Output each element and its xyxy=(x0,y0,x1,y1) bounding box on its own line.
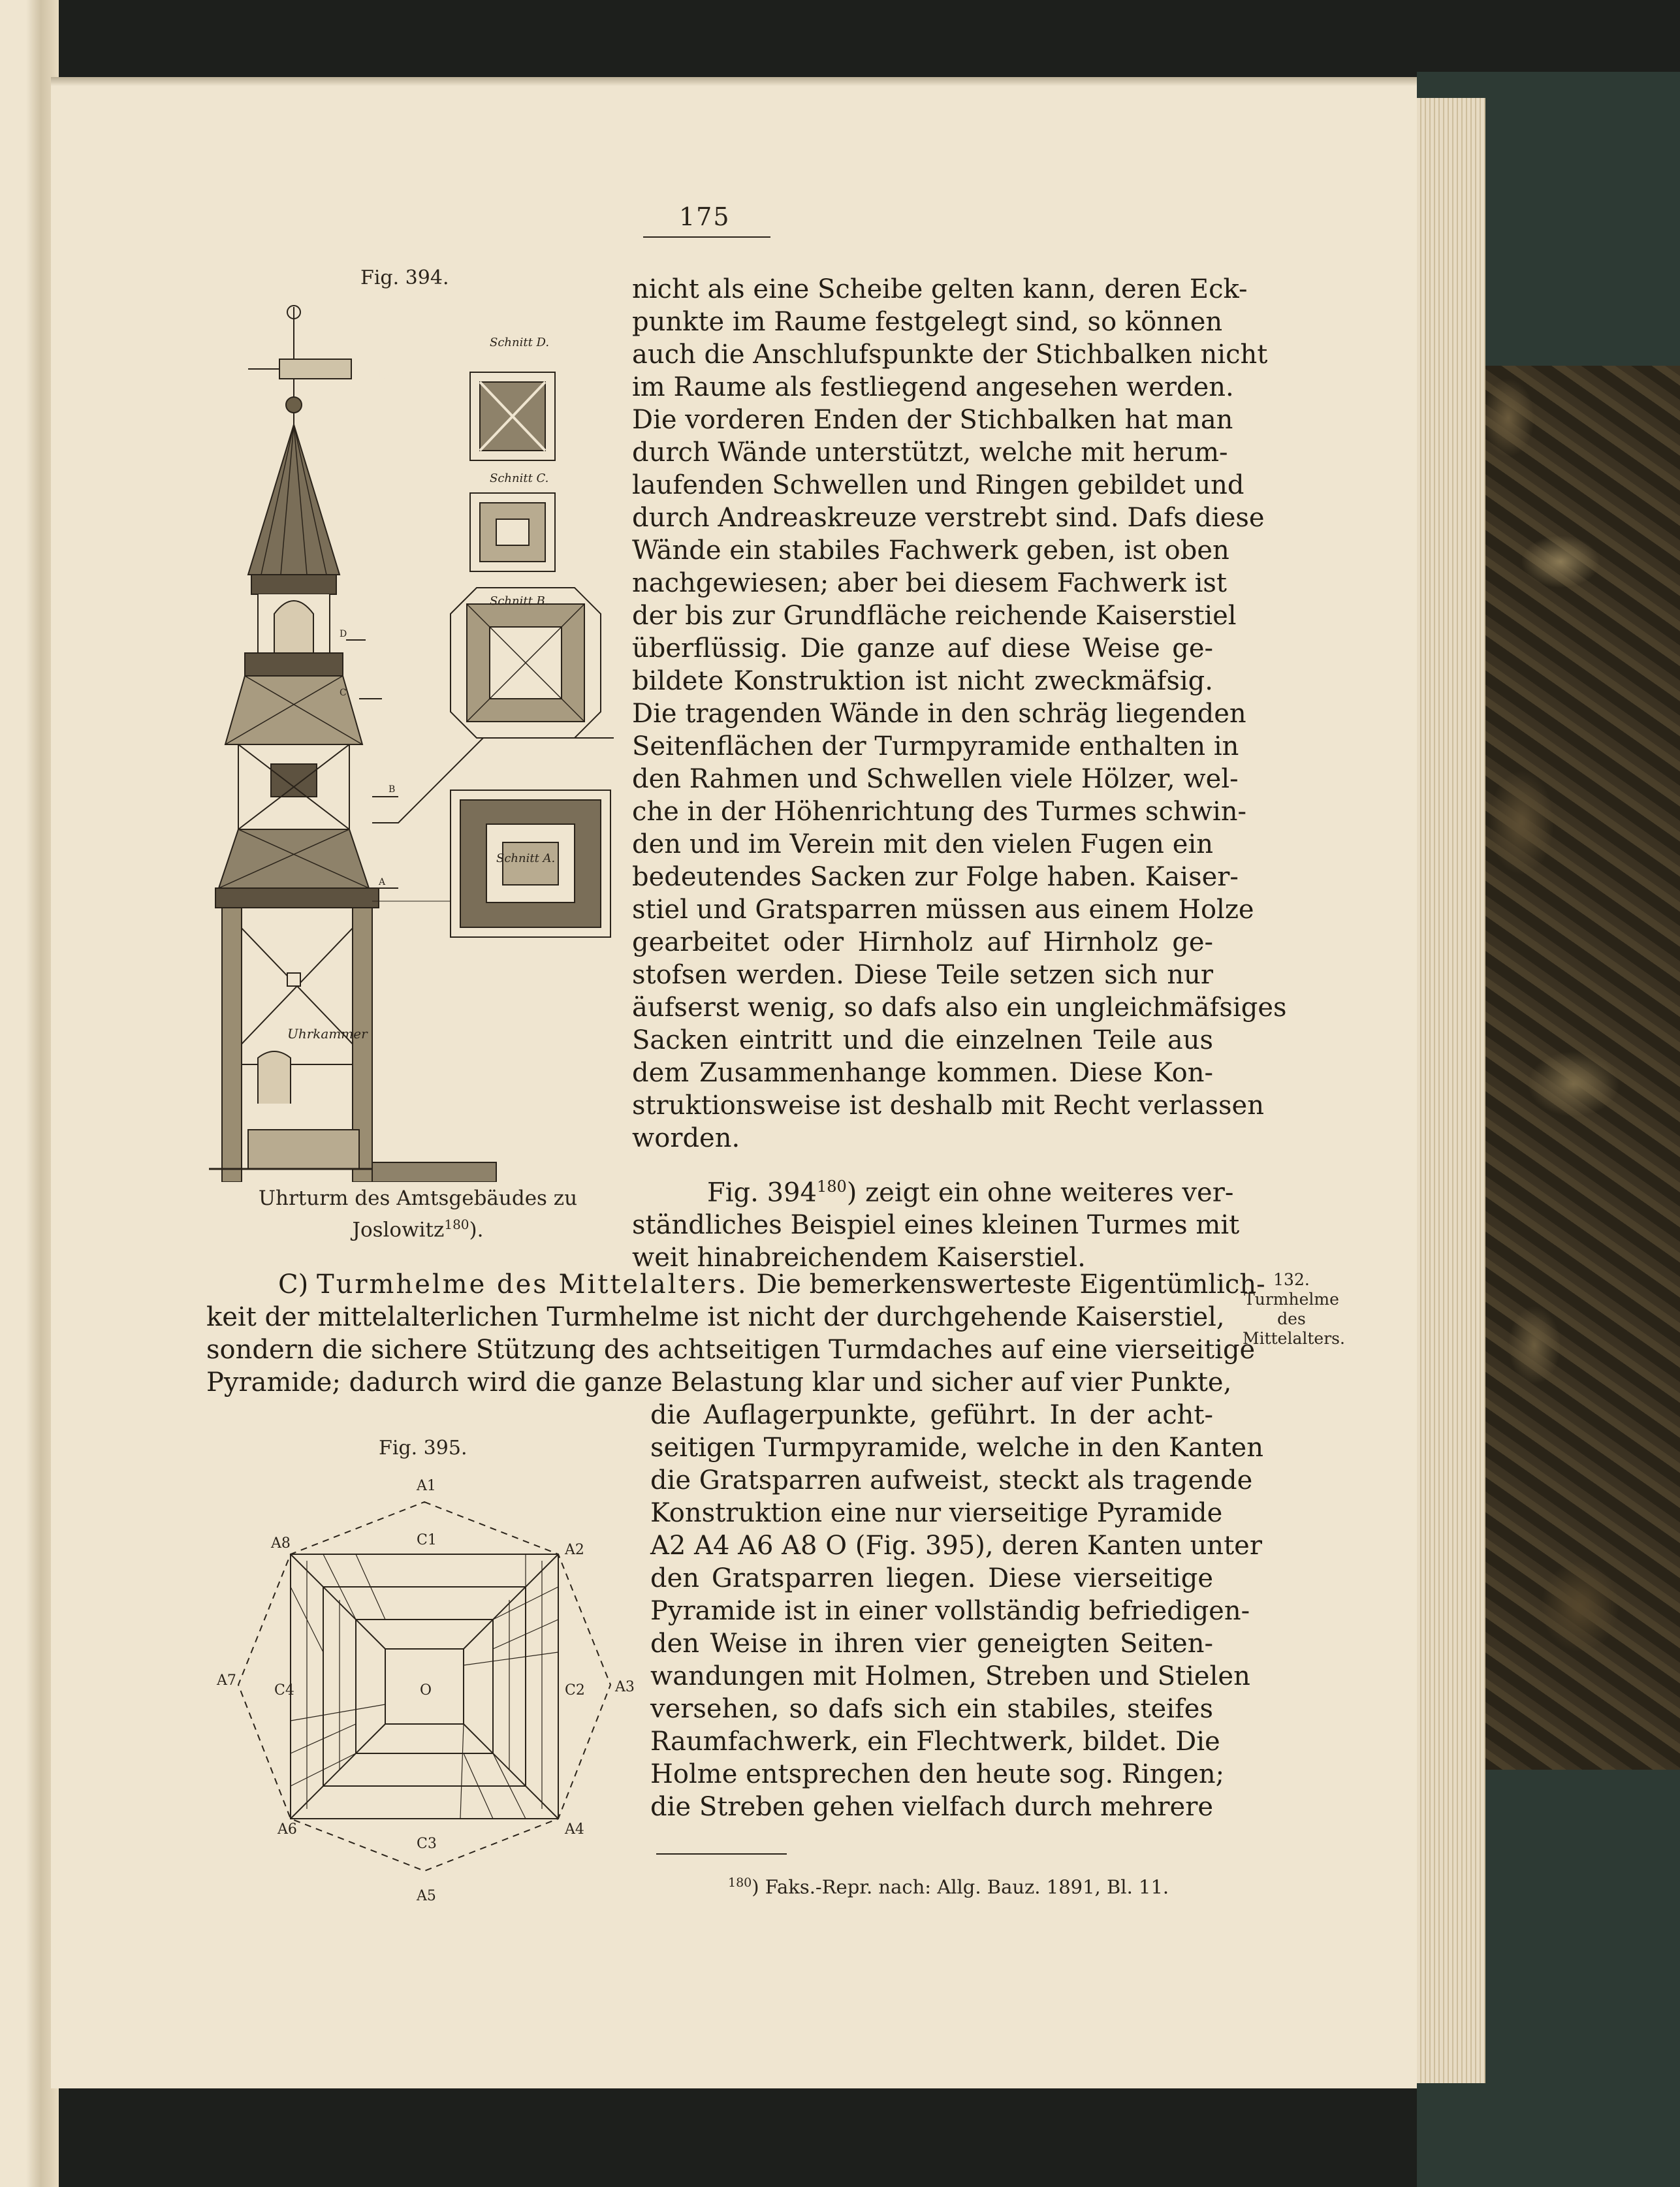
label-a5: A5 xyxy=(417,1888,436,1904)
page-number: 175 xyxy=(679,202,731,231)
label-c3: C3 xyxy=(417,1836,437,1852)
para2-line1 xyxy=(632,1170,1234,1209)
right-column-line: dem Zusammenhange kommen. Diese Kon- xyxy=(632,1058,1213,1088)
right-column-text-2 xyxy=(650,1399,1263,1823)
marbled-endpaper xyxy=(1482,366,1680,1770)
section-line1-rest: Die bemerkenswerteste Eigentümlich- xyxy=(756,1269,1265,1300)
right-column-2-line: den Gratsparren liegen. Diese vierseitige xyxy=(650,1563,1213,1593)
label-a2: A2 xyxy=(565,1542,584,1558)
section-heading: Turmhelme des Mittelalters. xyxy=(316,1269,748,1300)
para2-line2: ständliches Beispiel eines kleinen Turmes mit xyxy=(632,1210,1240,1241)
fig394-caption-sup: 180 xyxy=(444,1217,469,1232)
fig394-caption-line1: Uhrturm des Amtsgebäudes zu xyxy=(258,1187,578,1210)
right-column-2-line: versehen, so dafs sich ein stabiles, steifes xyxy=(650,1694,1213,1724)
margin-line1: Turmhelme xyxy=(1244,1290,1339,1309)
right-column-line: stofsen werden. Diese Teile setzen sich nur xyxy=(632,960,1213,990)
right-column-line: überflüssig. Die ganze auf diese Weise ge- xyxy=(632,633,1213,663)
footnote-text: ) Faks.-Repr. nach: Allg. Bauz. 1891, Bl. 11. xyxy=(752,1876,1169,1898)
right-column-line: worden. xyxy=(632,1123,740,1153)
section-b-label: Schnitt B. xyxy=(490,594,549,608)
right-column-line: Seitenflächen der Turmpyramide enthalten in xyxy=(632,731,1239,761)
label-a8: A8 xyxy=(271,1535,291,1552)
label-c4: C4 xyxy=(274,1682,294,1699)
right-column-line: struktionsweise ist deshalb mit Recht verlassen xyxy=(632,1091,1264,1121)
right-column-line: punkte im Raume festgelegt sind, so können xyxy=(632,307,1223,337)
right-column-2-line: Konstruktion eine nur vierseitige Pyramide xyxy=(650,1498,1223,1528)
label-c2: C2 xyxy=(565,1682,585,1699)
fig395-label: Fig. 395. xyxy=(379,1437,468,1460)
label-center: O xyxy=(420,1682,432,1699)
label-a3: A3 xyxy=(615,1679,635,1695)
weather-vane xyxy=(279,359,351,379)
right-column-line: bedeutendes Sacken zur Folge haben. Kaiser- xyxy=(632,862,1239,892)
right-column-line: Sacken eintritt und die einzelnen Teile aus xyxy=(632,1025,1213,1055)
vane-year: 1885 xyxy=(375,366,416,383)
spire xyxy=(248,424,340,575)
margin-line3: Mittelalters. xyxy=(1243,1329,1345,1348)
right-column-line: Die vorderen Enden der Stichbalken hat man xyxy=(632,405,1233,435)
right-column-2-line: Holme entsprechen den heute sog. Ringen; xyxy=(650,1759,1225,1789)
right-column-2-line: seitigen Turmpyramide, welche in den Kanten xyxy=(650,1433,1263,1463)
section-paragraph xyxy=(206,1268,1265,1399)
para2-fig-ref: Fig. 394 xyxy=(707,1177,817,1208)
right-column-2-line: die Streben gehen vielfach durch mehrere xyxy=(650,1792,1213,1822)
fig394-caption xyxy=(235,1185,601,1243)
right-column-line: den Rahmen und Schwellen viele Hölzer, wel- xyxy=(632,764,1239,794)
right-column-line: stiel und Gratsparren müssen aus einem Holze xyxy=(632,895,1254,925)
margin-note xyxy=(1243,1270,1345,1349)
mark-d: D xyxy=(340,629,347,639)
section-c-label: Schnitt C. xyxy=(490,471,549,485)
right-column-line: nicht als eine Scheibe gelten kann, deren Eck- xyxy=(632,274,1248,304)
margin-number: 132. xyxy=(1273,1270,1310,1289)
fig394-label: Fig. 394. xyxy=(360,266,449,289)
right-column-2-line: die Gratsparren aufweist, steckt als tragende xyxy=(650,1465,1253,1495)
mark-b: B xyxy=(388,784,396,795)
right-column-line: den und im Verein mit den vielen Fugen ein xyxy=(632,829,1213,859)
para2-line3: weit hinabreichendem Kaiserstiel. xyxy=(632,1243,1086,1273)
footnote xyxy=(728,1876,1169,1898)
fig394-caption-end: ). xyxy=(469,1218,484,1242)
paragraph-fig394 xyxy=(632,1170,1240,1274)
right-column-line: durch Wände unterstützt, welche mit herum- xyxy=(632,438,1228,468)
label-a1: A1 xyxy=(417,1478,436,1494)
label-a6: A6 xyxy=(277,1821,297,1838)
right-column-line: der bis zur Grundfläche reichende Kaiserstiel xyxy=(632,601,1237,631)
para2-line1-rest: ) zeigt ein ohne weiteres ver- xyxy=(846,1177,1234,1208)
section-a-label: Schnitt A. xyxy=(496,852,556,865)
para2-sup: 180 xyxy=(816,1177,847,1196)
right-column-2-line: wandungen mit Holmen, Streben und Stielen xyxy=(650,1661,1250,1691)
section-d-label: Schnitt D. xyxy=(490,336,550,349)
right-column-line: laufenden Schwellen und Ringen gebildet und xyxy=(632,470,1244,500)
uhrkammer-label: Uhrkammer xyxy=(287,1026,368,1042)
mark-c: C xyxy=(340,688,347,698)
right-column-line: Wände ein stabiles Fachwerk geben, ist oben xyxy=(632,535,1229,566)
mark-a: A xyxy=(379,877,386,887)
right-column-line: bildete Konstruktion ist nicht zweckmäfsig. xyxy=(632,666,1213,696)
right-column-2-line: die Auflagerpunkte, geführt. In der acht- xyxy=(650,1400,1213,1430)
right-column-2-line: Pyramide ist in einer vollständig befriedigen- xyxy=(650,1596,1250,1626)
margin-line2: des xyxy=(1277,1309,1306,1328)
section-line3: sondern die sichere Stützung des achtseitigen Turmdaches auf eine vierseitige xyxy=(206,1335,1256,1365)
section-letter: C) xyxy=(278,1269,309,1300)
footnote-rule xyxy=(656,1853,787,1855)
right-column-line: gearbeitet oder Hirnholz auf Hirnholz ge- xyxy=(632,927,1213,957)
right-column-2-line: den Weise in ihren vier geneigten Seiten- xyxy=(650,1629,1213,1659)
right-column-line: che in der Höhenrichtung des Turmes schwin- xyxy=(632,797,1247,827)
section-line4: Pyramide; dadurch wird die ganze Belastung klar und sicher auf vier Punkte, xyxy=(206,1367,1232,1397)
right-column-text xyxy=(632,273,1287,1155)
label-a4: A4 xyxy=(565,1821,584,1838)
right-column-line: Die tragenden Wände in den schräg liegenden xyxy=(632,699,1246,729)
section-line2: keit der mittelalterlichen Turmhelme ist nicht der durchgehende Kaiserstiel, xyxy=(206,1302,1225,1332)
right-column-2-line: Raumfachwerk, ein Flechtwerk, bildet. Die xyxy=(650,1727,1220,1757)
fig394-caption-place: Joslowitz xyxy=(352,1218,445,1242)
label-c1: C1 xyxy=(417,1532,437,1548)
page-edges xyxy=(1417,98,1485,2083)
label-a7: A7 xyxy=(217,1672,236,1689)
section-line1 xyxy=(206,1268,1265,1301)
page-top-shadow xyxy=(51,77,1417,86)
footnote-sup: 180 xyxy=(728,1876,752,1890)
page-number-rule xyxy=(643,236,770,238)
right-column-line: nachgewiesen; aber bei diesem Fachwerk ist xyxy=(632,568,1227,598)
fig394-tower-illustration xyxy=(209,287,614,1182)
right-column-line: im Raume als festliegend angesehen werden. xyxy=(632,372,1234,402)
right-column-line: auch die Anschlufspunkte der Stichbalken nicht xyxy=(632,340,1268,370)
right-column-2-line: A2 A4 A6 A8 O (Fig. 395), deren Kanten unter xyxy=(650,1531,1262,1561)
right-column-line: durch Andreaskreuze verstrebt sind. Dafs diese xyxy=(632,503,1265,533)
fig395-diagram xyxy=(209,1469,640,1920)
right-column-line: äufserst wenig, so dafs also ein ungleichmäfsiges xyxy=(632,993,1287,1023)
